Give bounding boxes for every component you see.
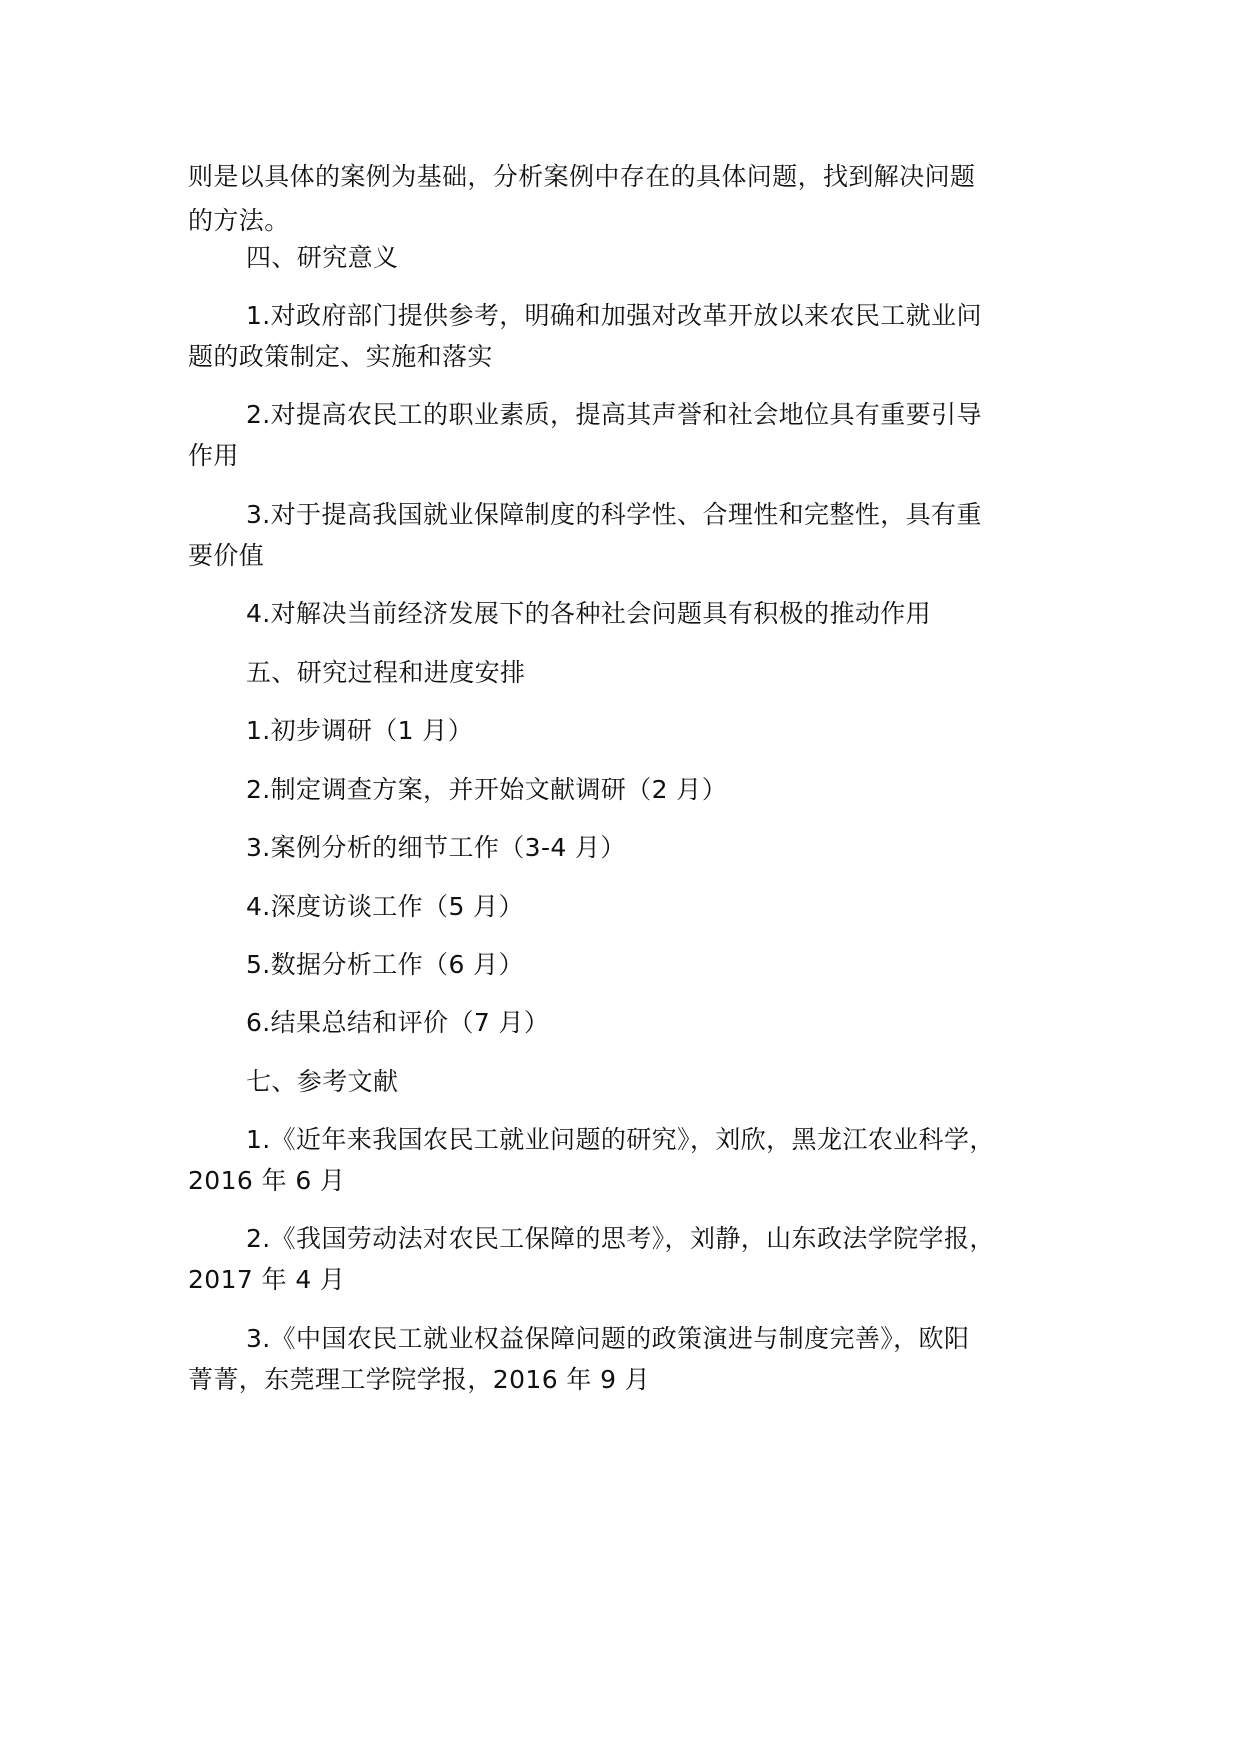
reference-line: 1.《近年来我国农民工就业问题的研究》，刘欣，黑龙江农业科学， xyxy=(246,1125,995,1154)
reference-line: 2.《我国劳动法对农民工保障的思考》，刘静，山东政法学院学报， xyxy=(246,1224,995,1253)
list-item-line: 作用 xyxy=(188,441,239,470)
schedule-item: 3.案例分析的细节工作（3-4 月） xyxy=(246,833,626,862)
reference-line: 3.《中国农民工就业权益保障问题的政策演进与制度完善》，欧阳 xyxy=(246,1324,970,1353)
schedule-item: 6.结果总结和评价（7 月） xyxy=(246,1008,550,1037)
list-item-line: 要价值 xyxy=(188,541,265,570)
reference-line: 2017 年 4 月 xyxy=(188,1265,346,1294)
schedule-item: 5.数据分析工作（6 月） xyxy=(246,950,524,979)
paragraph-line: 的方法。 xyxy=(188,206,290,235)
section-heading-references: 七、参考文献 xyxy=(246,1067,399,1096)
schedule-item: 4.深度访谈工作（5 月） xyxy=(246,892,524,921)
reference-line: 菁菁，东莞理工学院学报，2016 年 9 月 xyxy=(188,1365,651,1394)
list-item-line: 2.对提高农民工的职业素质，提高其声誉和社会地位具有重要引导 xyxy=(246,400,982,429)
reference-line: 2016 年 6 月 xyxy=(188,1166,346,1195)
list-item-line: 4.对解决当前经济发展下的各种社会问题具有积极的推动作用 xyxy=(246,599,932,628)
section-heading-research-significance: 四、研究意义 xyxy=(246,243,399,272)
section-heading-process-schedule: 五、研究过程和进度安排 xyxy=(246,658,526,687)
schedule-item: 1.初步调研（1 月） xyxy=(246,716,474,745)
list-item-line: 3.对于提高我国就业保障制度的科学性、合理性和完整性，具有重 xyxy=(246,500,982,529)
schedule-item: 2.制定调查方案，并开始文献调研（2 月） xyxy=(246,775,728,804)
list-item-line: 题的政策制定、实施和落实 xyxy=(188,342,493,371)
list-item-line: 1.对政府部门提供参考，明确和加强对改革开放以来农民工就业问 xyxy=(246,301,982,330)
paragraph-line: 则是以具体的案例为基础，分析案例中存在的具体问题，找到解决问题 xyxy=(188,162,976,191)
